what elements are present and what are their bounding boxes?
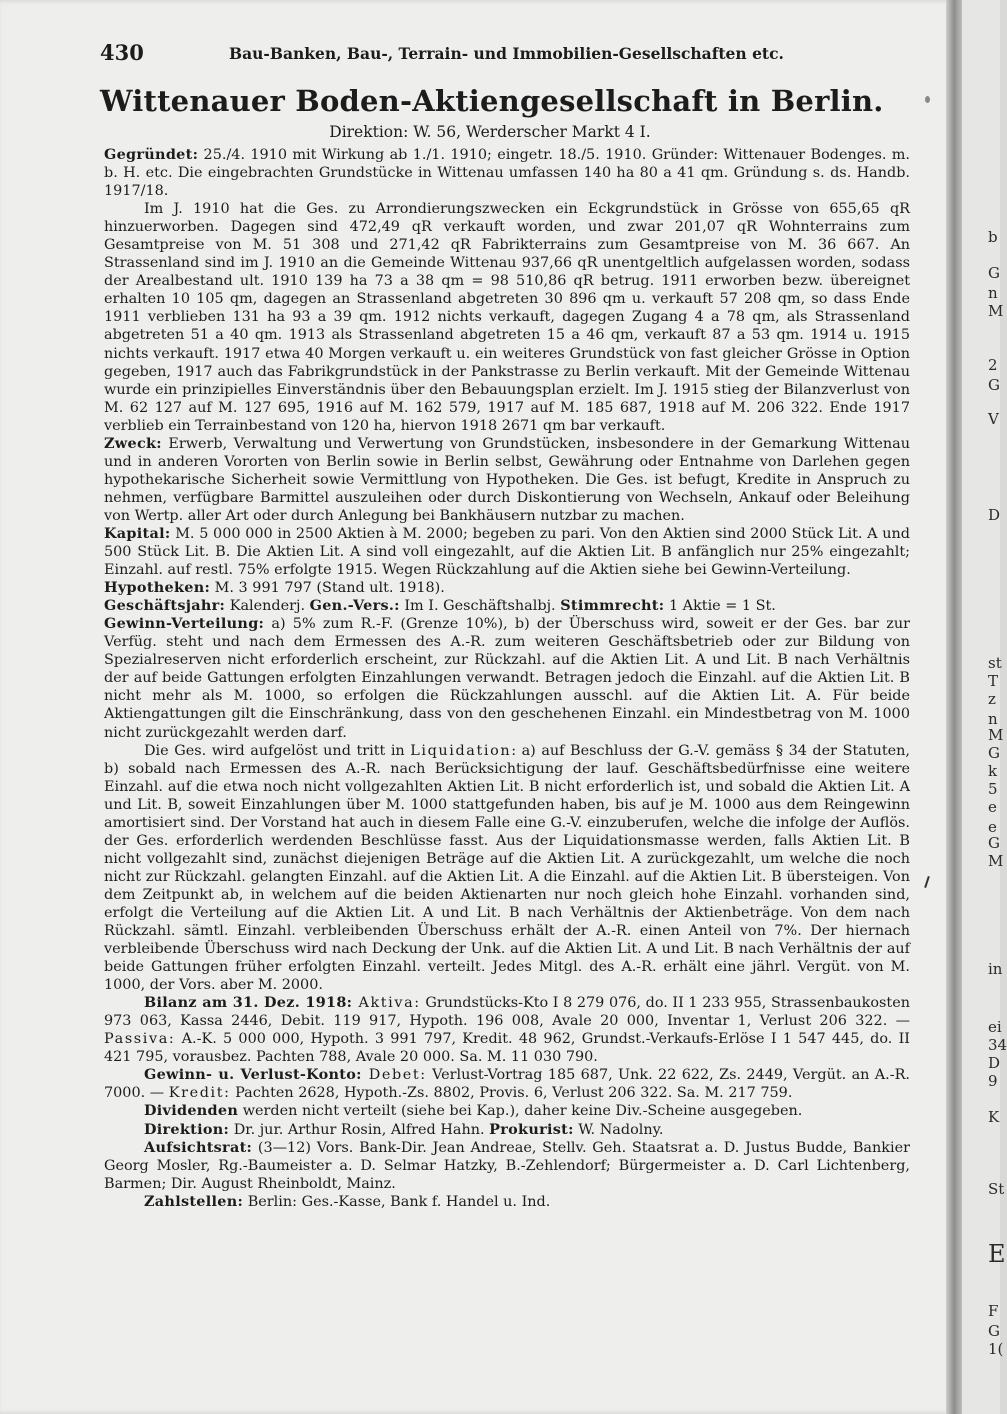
geschaeftsjahr-paragraph	[104, 597, 910, 615]
neighbor-fragment: in	[988, 960, 1003, 978]
neighbor-fragment: G	[988, 376, 1000, 394]
neighbor-fragment: ei	[988, 1018, 1002, 1036]
neighbor-fragment: b	[988, 228, 998, 246]
neighbor-fragment: 5	[988, 780, 998, 798]
prokurist-label: Prokurist:	[489, 1120, 574, 1138]
neighbor-fragment: 1(	[988, 1340, 1004, 1358]
debet-text: Verlust-Vortrag 185 687, Unk. 22 622, Zs. 2449, Vergüt. an A.-R. 7000. —	[104, 1067, 910, 1102]
neighbor-fragment: k	[988, 762, 998, 780]
neighbor-fragment: M	[988, 302, 1004, 320]
hypotheken-text: M. 3 991 797 (Stand ult. 1918).	[210, 580, 445, 597]
neighbor-fragment: 9	[988, 1072, 998, 1090]
dividenden-label: Dividenden	[144, 1102, 239, 1120]
neighbor-fragment: e	[988, 818, 997, 836]
direktion-text: Dr. jur. Arthur Rosin, Alfred Hahn.	[229, 1121, 490, 1138]
genvers-label: Gen.-Vers.:	[309, 597, 400, 615]
neighbor-fragment: E	[988, 1240, 1006, 1268]
gewinn-konto-label: Gewinn- u. Verlust-Konto:	[144, 1066, 362, 1084]
neighbor-fragment: M	[988, 852, 1004, 870]
kapital-text: M. 5 000 000 in 2500 Aktien à M. 2000; begeben zu pari. Von den Aktien sind 2000 Stück Lit. A und 500 Stück Lit. B. Die Aktien Lit. A sind voll eingezahlt, auf die Aktien Lit. B anfänglich nur 25% eingezahlt; Einzahl. auf restl. 75% erfolgte 1915. Wegen Rückzahlung auf die Aktien siehe bei Gewinn-Verteilung.	[104, 525, 910, 579]
neighbor-page-edge	[962, 0, 1007, 1414]
direktion-label: Direktion:	[144, 1120, 230, 1138]
stimmrecht-label: Stimmrecht:	[560, 597, 665, 615]
neighbor-fragment: M	[988, 726, 1004, 744]
neighbor-fragment: n	[988, 284, 998, 302]
aufsichtsrat-paragraph	[104, 1139, 910, 1193]
neighbor-fragment: D	[988, 1054, 1001, 1072]
neighbor-fragment: T	[988, 672, 999, 690]
kapital-paragraph	[104, 525, 910, 579]
liquidation-word: Liquidation	[410, 742, 512, 759]
gegruendet-paragraph	[104, 146, 910, 200]
gegruendet-text: 25./4. 1910 mit Wirkung ab 1./1. 1910; eingetr. 18./5. 1910. Gründer: Wittenauer Bodenges. m. b. H. etc. Die eingebrachten Grundstücke in Wittenau umfassen 140 ha 80 a 41 qm. Gründung s. ds. Handb. 1917/18.	[104, 147, 910, 200]
gewinn-verteilung-text: a) 5% zum R.-F. (Grenze 10%), b) der Überschuss wird, soweit er der Ges. bar zur Verfüg. steht und nach dem Ermessen des A.-R. zum weiteren Geschäftsbetrieb oder zur Bildung von Spezialreserven nicht erforderlich erscheint, zur Rückzahl. auf die Aktien Lit. A und Lit. B nach Verhältnis der auf beide Gattungen erfolgten Einzahlungen verwandt. Betragen jedoch die Einzahl. auf die Aktien Lit. B nicht mehr als M. 1000, so erfolgen die Rückzahlungen ausschl. auf die Aktien Lit. A. Für beide Aktiengattungen gilt die Einschränkung, dass von den geschehenen Einzahl. ein Mindestbetrag von M. 1000 nicht zurückgezahlt werden darf.	[104, 616, 910, 741]
geschaeftsjahr-label: Geschäftsjahr:	[104, 597, 226, 615]
liquidation-text: : a) auf Beschluss der G.-V. gemäss § 34 der Statuten, b) sobald nach Ermessen des A.-R. nach Berücksichtigung der lauf. Geschäftsbedürfnisse eine weitere Einzahl. auf die etwa noch nicht vollgezahlten Aktien Lit. B nicht erforderlich ist, und sobald die Aktien Lit. A und Lit. B, soweit Einzahlungen über M. 1000 stattgefunden haben, bis auf je M. 1000 aus dem Reingewinn amortisiert sind. Der Vorstand hat auch in diesem Falle eine G.-V. einzuberufen, welche die infolge der Auflös. der Ges. erforderlich werdenden Beschlüsse fasst. Aus der Liquidationsmasse werden, falls Aktien Lit. B nicht vollgezahlt sind, zunächst diejenigen Beträge auf die Aktien Lit. A zurückgezahlt, um welche die noch nicht zur Rückzahl. gelangten Einzahl. auf die Aktien Lit. A die Einzahl. auf die Aktien Lit. B übersteigen. Von dem Zeitpunkt ab, in welchem auf die beiden Aktienarten nur noch gleich hohe Einzahl. vorhanden sind, erfolgt die Verteilung auf die Aktien Lit. A und Lit. B nach Verhältnis der Aktienbeträge. Von dem nach Rückzahl. sämtl. Einzahl. verbleibenden Überschuss erhält der A.-R. einen Anteil von 7%. Der hiernach verbleibende Überschuss wird nach Deckung der Unk. auf die Aktien Lit. A und Lit. B nach Verhältnis der auf beide Gattungen früher erfolgten Einzahl. verteilt. Jedes Mitgl. des A.-R. erhält eine jährl. Vergüt. von M. 1000, der Vors. aber M. 2000.	[104, 742, 910, 994]
book-gutter	[946, 0, 962, 1414]
neighbor-fragment: F	[988, 1302, 999, 1320]
print-speck	[925, 96, 930, 103]
hypotheken-label: Hypotheken:	[104, 579, 211, 597]
neighbor-fragment: G	[988, 744, 1000, 762]
genvers-text: Im I. Geschäftshalbj.	[399, 598, 561, 615]
direktion-address: Direktion: W. 56, Werderscher Markt 4 I.	[329, 123, 651, 141]
neighbor-fragment: e	[988, 798, 997, 816]
kredit-text: Pachten 2628, Hypoth.-Zs. 8802, Provis. 6, Verlust 206 322. Sa. M. 217 759.	[230, 1085, 793, 1102]
stimmrecht-text: 1 Aktie = 1 St.	[664, 598, 776, 615]
prokurist-text: W. Nadolny.	[573, 1121, 664, 1138]
neighbor-fragment: V	[988, 410, 999, 428]
zweck-label: Zweck:	[104, 434, 162, 452]
zahlstellen-paragraph	[104, 1193, 910, 1211]
neighbor-fragment: st	[988, 654, 1002, 672]
neighbor-fragment: St	[988, 1180, 1005, 1198]
page-number: 430	[100, 40, 144, 65]
gewinn-verteilung-label: Gewinn-Verteilung:	[104, 615, 265, 633]
neighbor-fragment: 2	[988, 356, 998, 374]
bilanz-label: Bilanz am 31. Dez. 1918:	[144, 994, 353, 1012]
aufsichtsrat-label: Aufsichtsrat:	[144, 1138, 253, 1156]
zahlstellen-text: Berlin: Ges.-Kasse, Bank f. Handel u. Ind.	[243, 1193, 551, 1210]
page-header	[100, 40, 800, 66]
passiva-label: Passiva:	[104, 1031, 176, 1048]
company-title: Wittenauer Boden-Aktiengesellschaft in Berlin.	[100, 84, 884, 118]
history-paragraph: Im J. 1910 hat die Ges. zu Arrondierungszwecken ein Eckgrundstück in Grösse von 655,65 qR hinzuerworben. Dagegen sind 472,49 qR verkauft worden, und zwar 201,07 qR Wohnterrains zum Gesamtpreise von M. 51 308 und 271,42 qR Fabrikterrains zum Gesamtpreise von M. 36 667. An Strassenland sind im J. 1910 an die Gemeinde Wittenau 937,66 qR unentgeltlich aufgelassen worden, sodass der Arealbestand ult. 1910 139 ha 73 a 38 qm = 98 510,86 qR betrug. 1911 erworben bezw. übereignet erhalten 10 105 qm, dagegen an Strassenland abgetreten 30 896 qm u. verkauft 57 208 qm, so dass Ende 1911 verblieben 131 ha 93 a 39 qm. 1912 nichts verkauft, dagegen Zugang 4 a 78 qm, als Strassenland abgetreten 51 a 40 qm. 1913 als Strassenland abgetreten 15 a 46 qm, verkauft 87 a 53 qm. 1914 u. 1915 nichts verkauft. 1917 etwa 40 Morgen verkauft u. ein weiteres Grundstück von fast gleicher Grösse in Option gegeben, 1917 auch das Fabrikgrundstück in der Pankstrasse zu Berlin verkauft. Mit der Gemeinde Wittenau wurde ein prinzipielles Einverständnis über den Bebauungsplan erzielt. Im J. 1915 stieg der Bilanzverlust von M. 62 127 auf M. 127 695, 1916 auf M. 162 579, 1917 auf M. 185 687, 1918 auf M. 206 322. Ende 1917 verblieb ein Terrainbestand von 120 ha, hiervon 1918 2671 qm bar verkauft.	[104, 201, 910, 434]
neighbor-fragment: K	[988, 1108, 1000, 1126]
gewinn-konto-paragraph	[104, 1066, 910, 1102]
zahlstellen-label: Zahlstellen:	[144, 1192, 244, 1210]
debet-label: Debet:	[361, 1067, 427, 1084]
liquidation-paragraph	[104, 742, 910, 995]
geschaeftsjahr-text: Kalenderj.	[225, 598, 310, 615]
neighbor-fragment: z	[988, 690, 996, 708]
hypotheken-paragraph	[104, 579, 910, 597]
zweck-paragraph	[104, 435, 910, 525]
zweck-text: Erwerb, Verwaltung und Verwertung von Grundstücken, insbesondere in der Gemarkung Wittenau und in anderen Vororten von Berlin sowie in Berlin selbst, Gewährung oder Entnahme von Darlehen gegen hypothekarische Sicherheit sowie Vermittlung von Hypotheken. Die Ges. ist befugt, Kredite in Anspruch zu nehmen, verfügbare Barmittel auszuleihen oder durch Diskontierung von Wechseln, Ankauf oder Beleihung von Wertp. aller Art oder durch Anlegung bei Bankhäusern nutzbar zu machen.	[104, 435, 910, 524]
aufsichtsrat-text: (3—12) Vors. Bank-Dir. Jean Andreae, Stellv. Geh. Staatsrat a. D. Justus Budde, Bankier Georg Mosler, Rg.-Baumeister a. D. Selmar Hatzky, B.-Zehlendorf; Bürgermeister a. D. Carl Lichtenberg, Barmen; Dir. August Rheinboldt, Mainz.	[104, 1139, 910, 1192]
dividenden-text: werden nicht verteilt (siehe bei Kap.), daher keine Div.-Scheine ausgegeben.	[238, 1103, 803, 1120]
aktiva-label: Aktiva:	[352, 995, 421, 1012]
dividenden-paragraph	[104, 1102, 910, 1120]
running-title: Bau-Banken, Bau-, Terrain- und Immobilien-Gesellschaften etc.	[229, 44, 784, 63]
aktiva-text: Grundstücks-Kto I 8 279 076, do. II 1 233 955, Strassenbaukosten 973 063, Kassa 2446, Debit. 119 917, Hypoth. 196 008, Avale 20 000, Inventar 1, Verlust 206 322. —	[104, 995, 910, 1030]
gewinn-verteilung-paragraph	[104, 615, 910, 741]
neighbor-fragment: n	[988, 710, 998, 728]
neighbor-fragment: D	[988, 506, 1001, 524]
kapital-label: Kapital:	[104, 524, 171, 542]
neighbor-fragment: G	[988, 264, 1000, 282]
document-body	[104, 146, 910, 1386]
passiva-text: A.-K. 5 000 000, Hypoth. 3 991 797, Kredit. 48 962, Grundst.-Verkaufs-Erlöse I 1 547 445, do. II 421 795, vorausbez. Pachten 788, Avale 20 000. Sa. M. 11 030 790.	[104, 1031, 910, 1066]
neighbor-fragment: G	[988, 1322, 1000, 1340]
bilanz-paragraph	[104, 994, 910, 1066]
liquidation-pre: Die Ges. wird aufgelöst und tritt in	[144, 742, 411, 759]
neighbor-fragment: G	[988, 834, 1000, 852]
print-mark	[924, 876, 930, 888]
gegruendet-label: Gegründet:	[104, 146, 199, 163]
kredit-label: Kredit:	[168, 1085, 231, 1102]
neighbor-fragment: 34	[988, 1036, 1007, 1054]
direktion-paragraph	[104, 1121, 910, 1139]
